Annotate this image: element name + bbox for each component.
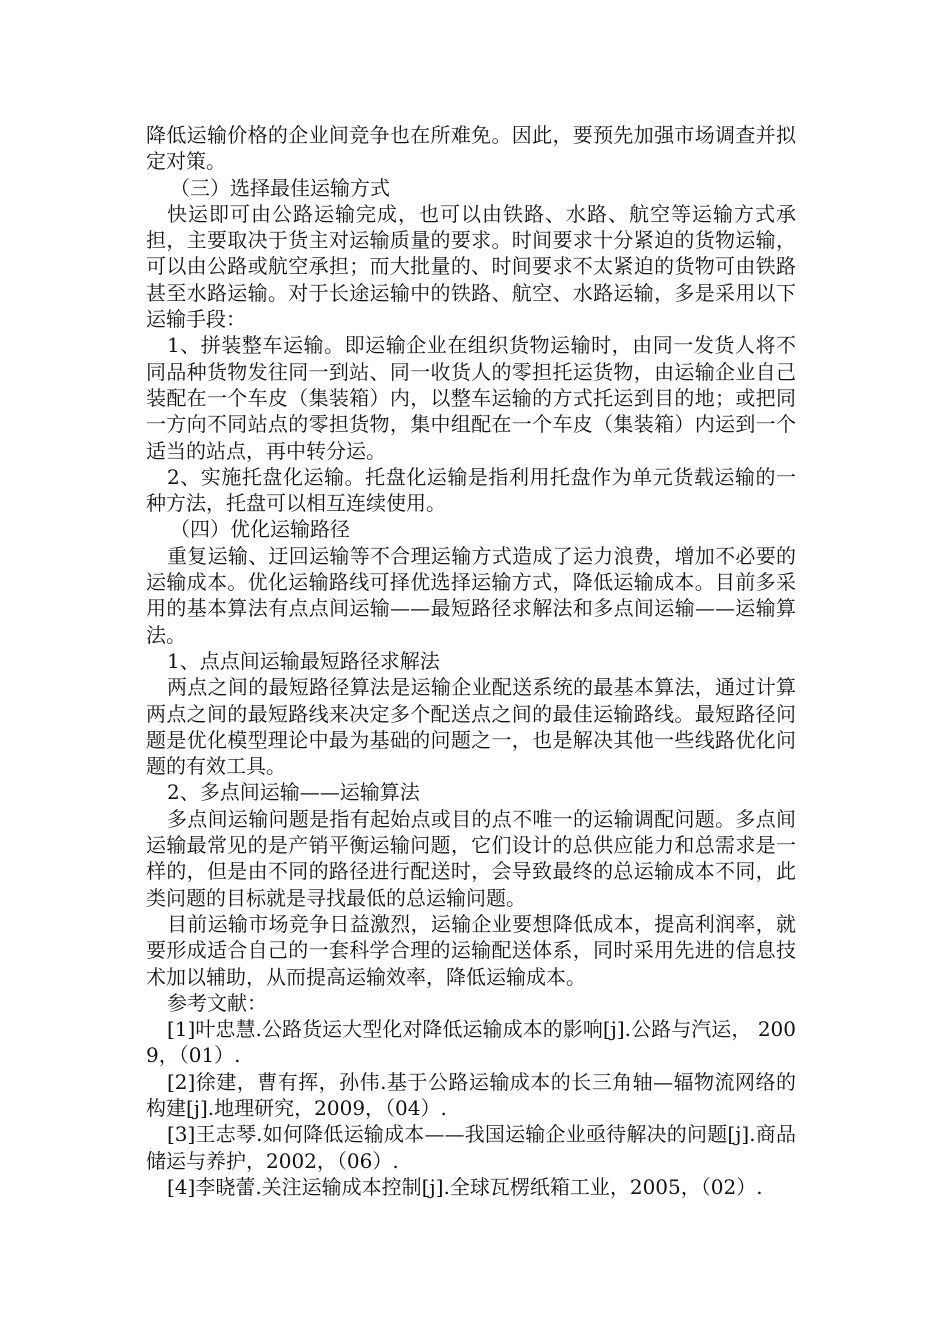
paragraph: 多点间运输问题是指有起始点或目的点不唯一的运输调配问题。多点间运输最常见的是产销平衡运输问题，它们设计的总供应能力和总需求是一样的，但是由不同的路径进行配送时，会导致最终的总运输成本不同，此类问题的目标就是寻找最低的总运输问题。 <box>146 806 796 910</box>
references-heading: 参考文献： <box>167 990 267 1015</box>
section-heading-4: （四）优化运输路径 <box>170 517 350 542</box>
reference-item: [1]叶忠慧.公路货运大型化对降低运输成本的影响[j].公路与汽运， 2009，（01）. <box>146 1017 796 1068</box>
reference-item: [3]王志琴.如何降低运输成本——我国运输企业亟待解决的问题[j].商品储运与养护，2002，（06）. <box>146 1122 796 1173</box>
paragraph-continuation: 降低运输价格的企业间竞争也在所难免。因此，要预先加强市场调查并拟定对策。 <box>146 123 796 174</box>
subsection-heading: 2、多点间运输——运输算法 <box>167 780 420 805</box>
paragraph: 两点之间的最短路径算法是运输企业配送系统的最基本算法，通过计算两点之间的最短路线来决定多个配送点之间的最佳运输路线。最短路径问题是优化模型理论中最为基础的问题之一，也是解决其他一些线路优化问题的有效工具。 <box>146 675 796 779</box>
subsection-heading: 1、点点间运输最短路径求解法 <box>167 648 440 673</box>
paragraph: 目前运输市场竞争日益激烈，运输企业要想降低成本，提高利润率，就要形成适合自己的一套科学合理的运输配送体系，同时采用先进的信息技术加以辅助，从而提高运输效率，降低运输成本。 <box>146 911 796 989</box>
reference-item: [2]徐建，曹有挥，孙伟.基于公路运输成本的长三角轴—辐物流网络的构建[j].地理研究，2009，（04）. <box>146 1069 796 1120</box>
paragraph: 重复运输、迂回运输等不合理运输方式造成了运力浪费，增加不必要的运输成本。优化运输路线可择优选择运输方式，降低运输成本。目前多采用的基本算法有点点间运输——最短路径求解法和多点间运输——运输算法。 <box>146 543 796 647</box>
paragraph: 快运即可由公路运输完成，也可以由铁路、水路、航空等运输方式承担，主要取决于货主对运输质量的要求。时间要求十分紧迫的货物运输，可以由公路或航空承担；而大批量的、时间要求不太紧迫的货物可由铁路甚至水路运输。对于长途运输中的铁路、航空、水路运输，多是采用以下运输手段： <box>146 201 796 332</box>
section-heading-3: （三）选择最佳运输方式 <box>170 175 390 200</box>
reference-item: [4]李晓蕾.关注运输成本控制[j].全球瓦楞纸箱工业，2005，（02）. <box>167 1174 763 1199</box>
paragraph: 2、实施托盘化运输。托盘化运输是指利用托盘作为单元货载运输的一种方法，托盘可以相互连续使用。 <box>146 464 796 516</box>
document-body <box>146 122 796 1200</box>
paragraph: 1、拼装整车运输。即运输企业在组织货物运输时，由同一发货人将不同品种货物发往同一到站、同一收货人的零担托运货物，由运输企业自己装配在一个车皮（集装箱）内，以整车运输的方式托运到目的地；或把同一方向不同站点的零担货物，集中组配在一个车皮（集装箱）内运到一个适当的站点，再中转分运。 <box>146 333 796 463</box>
